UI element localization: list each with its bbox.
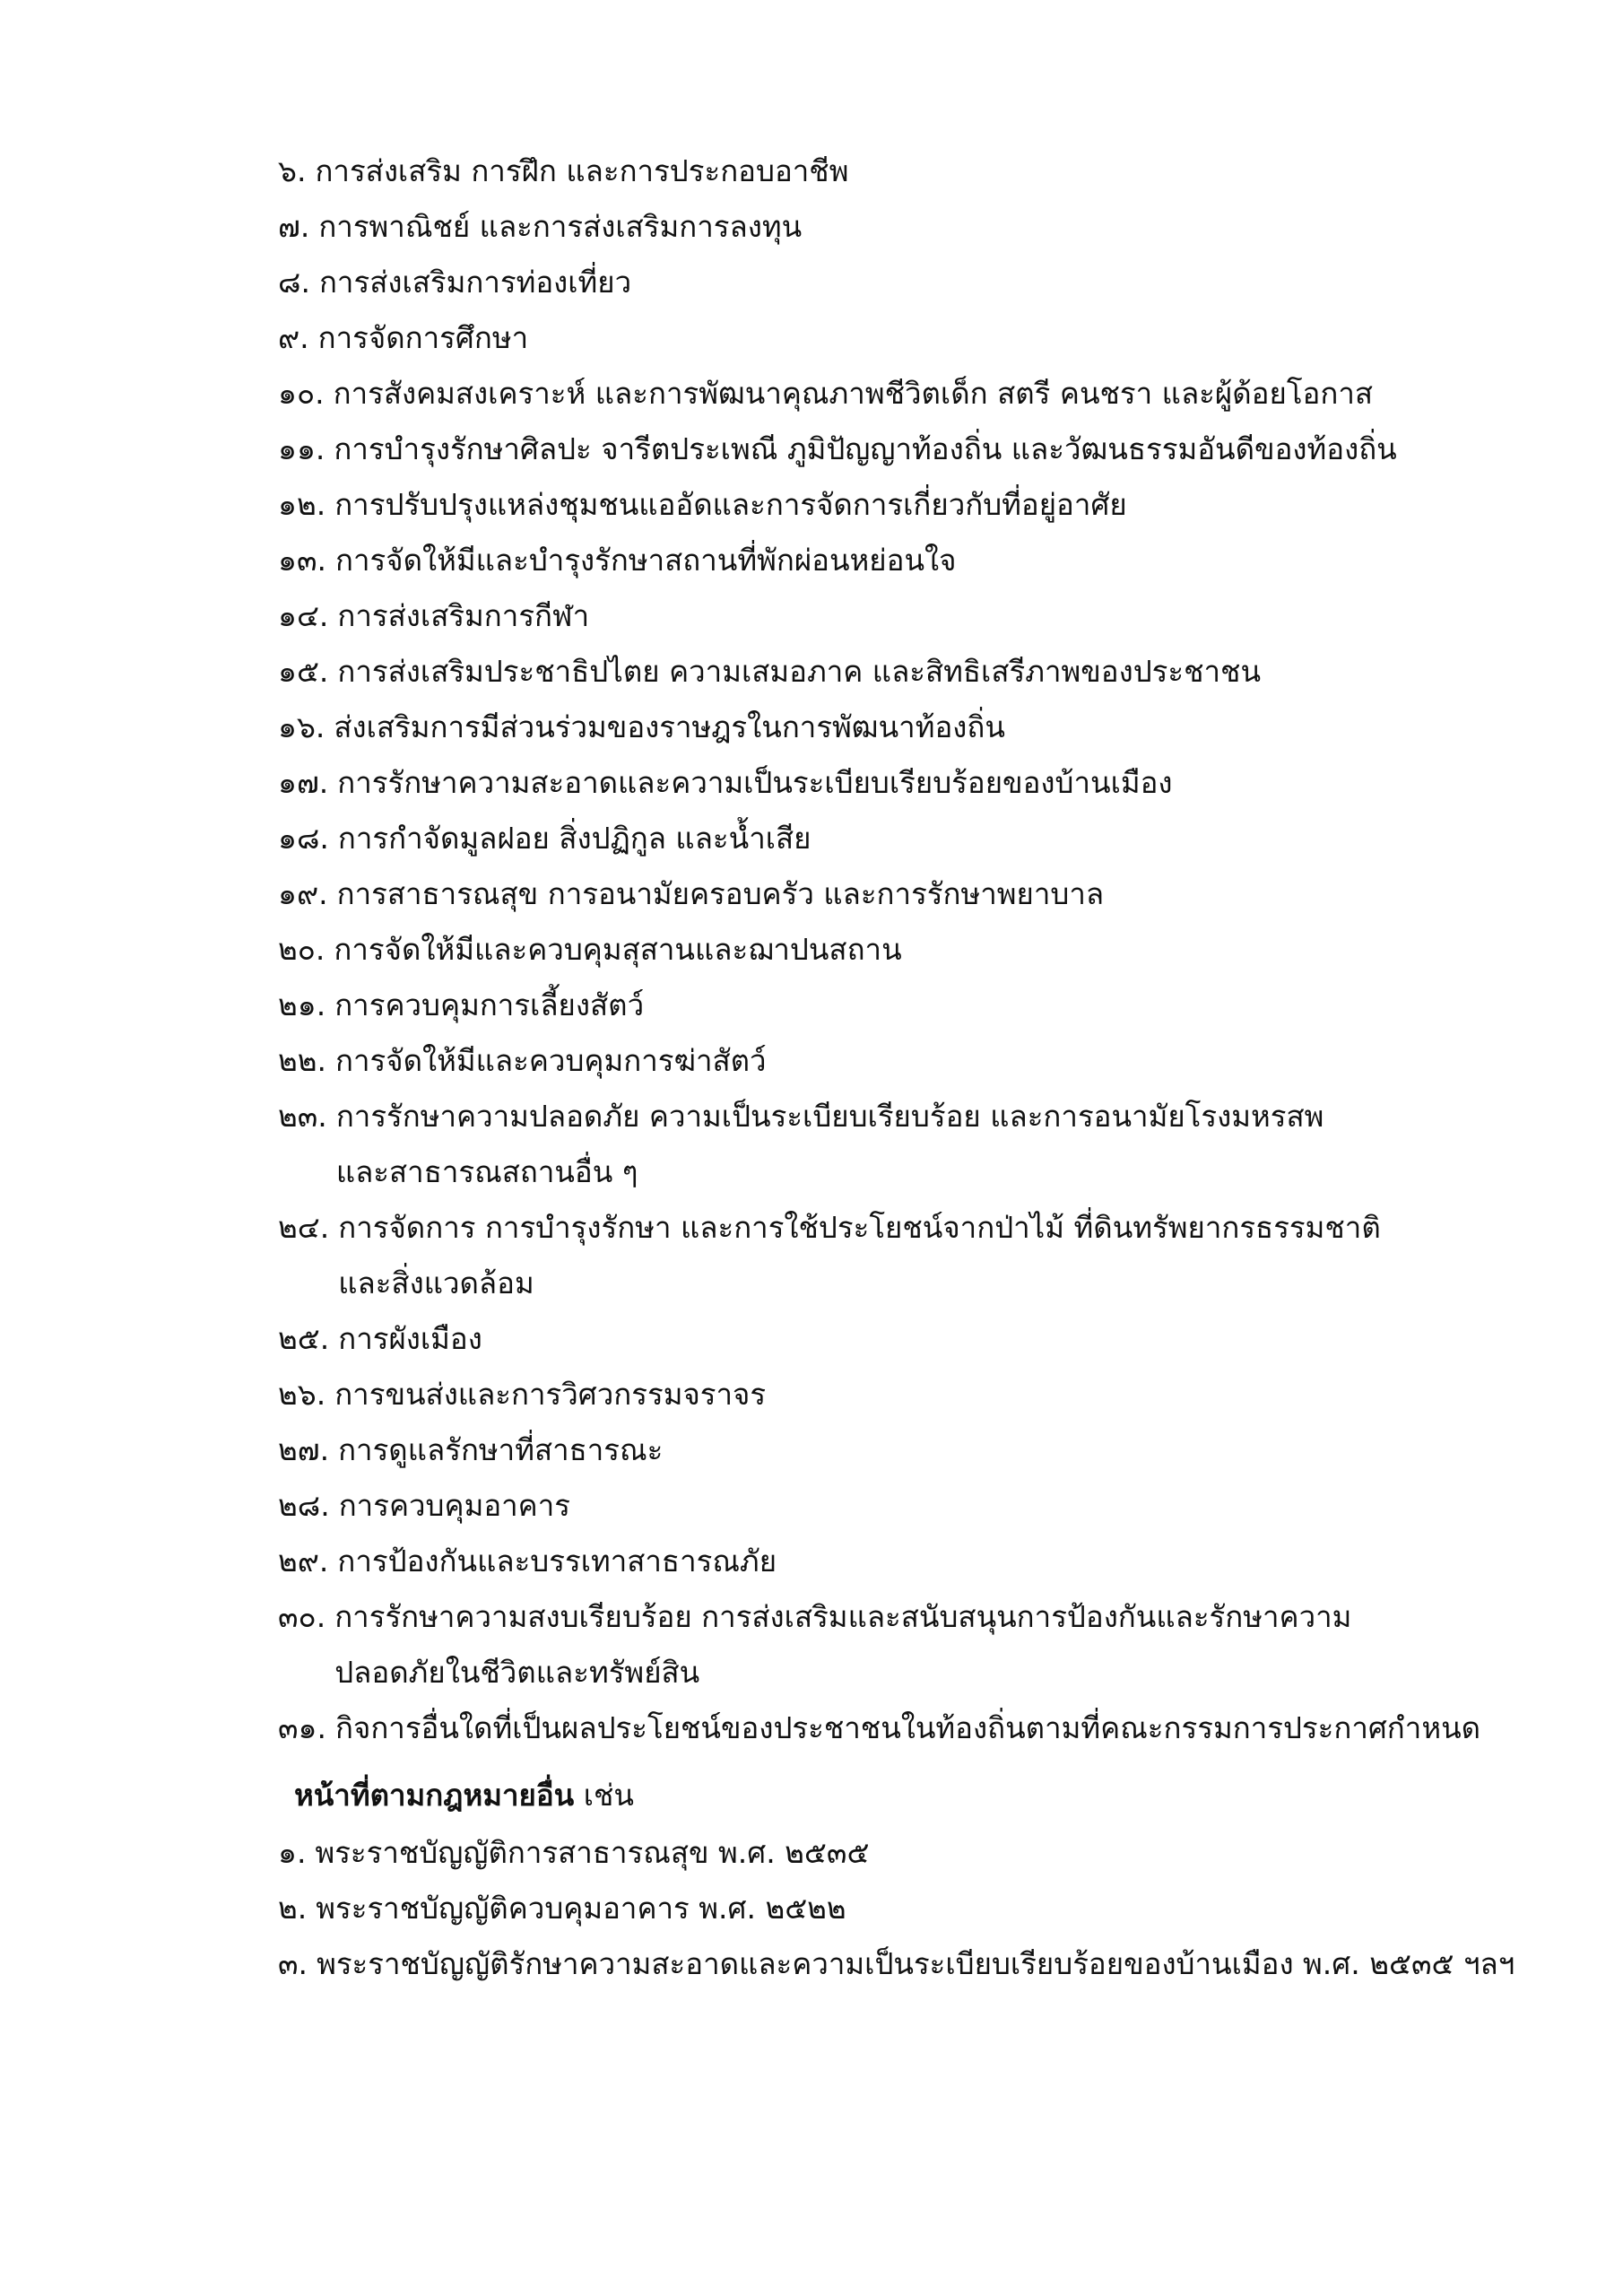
item-number: ๑๐. xyxy=(278,376,325,411)
list-item xyxy=(278,144,1551,199)
item-text-line: การรักษาความปลอดภัย ความเป็นระเบียบเรียบร้อย และการอนามัยโรงมหรสพ xyxy=(335,1099,1324,1134)
item-text-line: การส่งเสริม การฝึก และการประกอบอาชีพ xyxy=(315,153,849,188)
item-text xyxy=(334,1367,766,1422)
item-text xyxy=(334,922,901,978)
item-text-line: การสาธารณสุข การอนามัยครอบครัว และการรักษาพยาบาล xyxy=(336,876,1105,911)
item-text xyxy=(337,644,1261,700)
list-item xyxy=(278,1200,1551,1311)
item-text xyxy=(334,1589,1351,1700)
item-text xyxy=(336,1089,1324,1200)
item-text-line: การขนส่งและการวิศวกรรมจราจร xyxy=(334,1377,767,1412)
item-text-line: การจัดให้มีและควบคุมการฆ่าสัตว์ xyxy=(335,1043,767,1078)
item-number: ๑๓. xyxy=(278,543,326,578)
item-text-line: การส่งเสริมประชาธิปไตย ความเสมอภาค และสิทธิเสรีภาพของประชาชน xyxy=(337,654,1262,689)
item-text xyxy=(334,700,1005,755)
list-item xyxy=(278,1367,1551,1422)
item-text-line: ส่งเสริมการมีส่วนร่วมของราษฎรในการพัฒนาท้องถิ่น xyxy=(334,709,1005,744)
item-text-line: การควบคุมการเลี้ยงสัตว์ xyxy=(334,987,645,1022)
item-text xyxy=(338,1422,663,1478)
item-text-line: การส่งเสริมการกีฬา xyxy=(337,598,590,633)
item-text-line: การพาณิชย์ และการส่งเสริมการลงทุน xyxy=(318,209,803,244)
item-text xyxy=(338,811,812,866)
law-number: ๒. xyxy=(278,1891,308,1926)
list-item xyxy=(278,422,1551,477)
item-number: ๑๙. xyxy=(278,876,328,911)
item-text-line: การจัดให้มีและบำรุงรักษาสถานที่พักผ่อนหย่อนใจ xyxy=(335,543,957,578)
list-item xyxy=(278,310,1551,366)
law-text: พระราชบัญญัติรักษาความสะอาดและความเป็นระเบียบเรียบร้อยของบ้านเมือง พ.ศ. ๒๕๓๕ ฯลฯ xyxy=(317,1946,1515,1981)
item-text-line: การจัดการศึกษา xyxy=(317,320,529,355)
item-text xyxy=(334,366,1373,422)
item-text xyxy=(334,477,1127,533)
section-heading-rest: เช่น xyxy=(574,1778,634,1813)
list-item xyxy=(278,755,1551,811)
list-item xyxy=(278,1534,1551,1589)
item-text xyxy=(319,255,631,310)
law-text: พระราชบัญญัติการสาธารณสุข พ.ศ. ๒๕๓๕ xyxy=(315,1835,870,1870)
item-text xyxy=(318,199,802,255)
item-number: ๗. xyxy=(278,209,310,244)
item-number: ๑๗. xyxy=(278,765,329,800)
item-text-line: การดูแลรักษาที่สาธารณะ xyxy=(338,1432,664,1467)
laws-list xyxy=(278,1825,1578,1992)
list-item xyxy=(278,1089,1551,1200)
list-item xyxy=(278,1589,1551,1700)
item-text-line: กิจการอื่นใดที่เป็นผลประโยชน์ของประชาชนในท้องถิ่นตามที่คณะกรรมการประกาศกำหนด xyxy=(335,1710,1481,1745)
item-number: ๑๔. xyxy=(278,598,329,633)
item-number: ๑๖. xyxy=(278,709,325,744)
item-text-line: การรักษาความสะอาดและความเป็นระเบียบเรียบร้อยของบ้านเมือง xyxy=(337,765,1173,800)
item-text xyxy=(334,978,644,1033)
item-number: ๑๕. xyxy=(278,654,329,689)
section-heading xyxy=(294,1768,634,1823)
item-text-line: การปรับปรุงแหล่งชุมชนแออัดและการจัดการเกี่ยวกับที่อยู่อาศัย xyxy=(334,487,1127,522)
item-text xyxy=(339,1478,570,1534)
list-item xyxy=(278,477,1551,533)
item-number: ๒๘. xyxy=(278,1488,330,1523)
list-item xyxy=(278,199,1551,255)
list-item xyxy=(278,533,1551,588)
item-text xyxy=(337,755,1172,811)
item-text-line: การส่งเสริมการท่องเที่ยว xyxy=(318,265,632,300)
item-text-line: การจัดการ การบำรุงรักษา และการใช้ประโยชน์จากป่าไม้ ที่ดินทรัพยากรธรรมชาติ xyxy=(338,1210,1381,1245)
item-number: ๖. xyxy=(278,153,307,188)
item-text-line: การกำจัดมูลฝอย สิ่งปฏิกูล และน้ำเสีย xyxy=(337,821,812,856)
item-number: ๑๑. xyxy=(278,431,325,466)
law-number: ๓. xyxy=(278,1946,308,1981)
item-number: ๒๕. xyxy=(278,1321,330,1356)
item-text-line: การบำรุงรักษาศิลปะ จารีตประเพณี ภูมิปัญญาท้องถิ่น และวัฒนธรรมอันดีของท้องถิ่น xyxy=(334,431,1397,466)
item-number: ๒๐. xyxy=(278,932,325,967)
item-text xyxy=(315,144,848,199)
item-text-line: ปลอดภัยในชีวิตและทรัพย์สิน xyxy=(334,1655,700,1690)
list-item xyxy=(278,1422,1551,1478)
item-text xyxy=(337,866,1105,922)
item-number: ๒๖. xyxy=(278,1377,326,1412)
law-text: พระราชบัญญัติควบคุมอาคาร พ.ศ. ๒๕๒๒ xyxy=(316,1891,846,1926)
item-text xyxy=(318,310,528,366)
item-text-line: และสาธารณสถานอื่น ๆ xyxy=(335,1154,638,1189)
duties-list xyxy=(278,144,1551,1756)
item-number: ๒๔. xyxy=(278,1210,330,1245)
item-text-line: การผังเมือง xyxy=(338,1321,482,1356)
item-text-line: การจัดให้มีและควบคุมสุสานและฌาปนสถาน xyxy=(334,932,902,967)
list-item xyxy=(278,1700,1551,1756)
list-item xyxy=(278,1033,1551,1089)
list-item xyxy=(278,922,1551,978)
item-number: ๘. xyxy=(278,265,310,300)
item-number: ๒๙. xyxy=(278,1544,329,1578)
list-item xyxy=(278,644,1551,700)
law-item xyxy=(278,1936,1578,1992)
item-text xyxy=(338,1200,1381,1311)
section-heading-bold: หน้าที่ตามกฎหมายอื่น xyxy=(294,1778,575,1813)
item-text xyxy=(335,533,956,588)
item-number: ๓๑. xyxy=(278,1710,326,1745)
item-text xyxy=(335,1700,1480,1756)
list-item xyxy=(278,1311,1551,1367)
law-item xyxy=(278,1881,1578,1936)
item-text xyxy=(337,588,589,644)
item-number: ๒๓. xyxy=(278,1099,327,1134)
law-item xyxy=(278,1825,1578,1881)
item-number: ๓๐. xyxy=(278,1599,326,1634)
list-item xyxy=(278,978,1551,1033)
item-text xyxy=(338,1311,482,1367)
law-number: ๑. xyxy=(278,1835,307,1870)
item-text-line: การควบคุมอาคาร xyxy=(338,1488,570,1523)
list-item xyxy=(278,255,1551,310)
list-item xyxy=(278,811,1551,866)
item-number: ๒๑. xyxy=(278,987,326,1022)
item-text-line: การป้องกันและบรรเทาสาธารณภัย xyxy=(337,1544,777,1578)
item-number: ๒๗. xyxy=(278,1432,330,1467)
list-item xyxy=(278,366,1551,422)
item-text xyxy=(334,422,1396,477)
list-item xyxy=(278,866,1551,922)
item-text-line: การรักษาความสงบเรียบร้อย การส่งเสริมและสนับสนุนการป้องกันและรักษาความ xyxy=(334,1599,1352,1634)
item-number: ๒๒. xyxy=(278,1043,326,1078)
item-number: ๑๒. xyxy=(278,487,326,522)
item-text xyxy=(337,1534,777,1589)
list-item xyxy=(278,1478,1551,1534)
item-number: ๑๘. xyxy=(278,821,329,856)
list-item xyxy=(278,588,1551,644)
item-text xyxy=(335,1033,767,1089)
item-text-line: และสิ่งแวดล้อม xyxy=(338,1265,534,1300)
item-text-line: การสังคมสงเคราะห์ และการพัฒนาคุณภาพชีวิตเด็ก สตรี คนชรา และผู้ด้อยโอกาส xyxy=(333,376,1374,411)
list-item xyxy=(278,700,1551,755)
item-number: ๙. xyxy=(278,320,309,355)
